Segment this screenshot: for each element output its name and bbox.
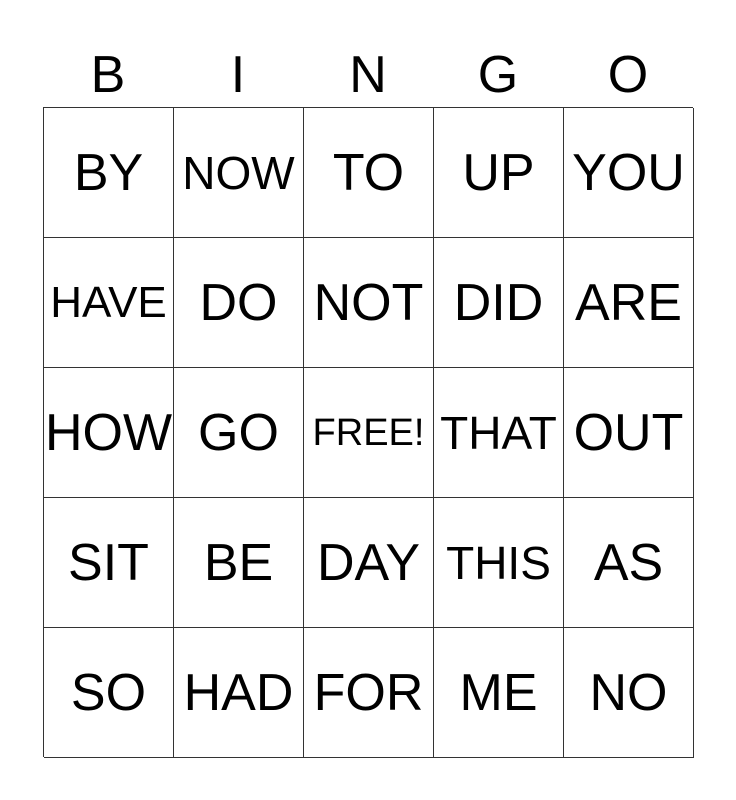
bingo-cell-r1c1[interactable]: BY (44, 108, 174, 238)
bingo-cell-r2c4[interactable]: DID (434, 238, 564, 368)
bingo-board (43, 107, 693, 757)
bingo-cell-r5c4[interactable]: ME (434, 628, 564, 758)
bingo-cell-r5c3[interactable]: FOR (304, 628, 434, 758)
bingo-cell-r4c5[interactable]: AS (564, 498, 694, 628)
bingo-cell-r4c3[interactable]: DAY (304, 498, 434, 628)
bingo-cell-r3c1[interactable]: HOW (44, 368, 174, 498)
bingo-cell-r2c5[interactable]: ARE (564, 238, 694, 368)
bingo-cell-r2c3[interactable]: NOT (304, 238, 434, 368)
bingo-cell-r1c2[interactable]: NOW (174, 108, 304, 238)
bingo-cell-r5c1[interactable]: SO (44, 628, 174, 758)
bingo-cell-r5c2[interactable]: HAD (174, 628, 304, 758)
header-letter-o: O (607, 46, 649, 104)
header-letter-b: B (90, 46, 126, 104)
header-letter-n: N (349, 46, 387, 104)
bingo-cell-r4c2[interactable]: BE (174, 498, 304, 628)
bingo-cell-r3c4[interactable]: THAT (434, 368, 564, 498)
bingo-cell-r4c1[interactable]: SIT (44, 498, 174, 628)
bingo-cell-r1c4[interactable]: UP (434, 108, 564, 238)
bingo-cell-r3c5[interactable]: OUT (564, 368, 694, 498)
bingo-cell-r1c3[interactable]: TO (304, 108, 434, 238)
bingo-cell-r3c2[interactable]: GO (174, 368, 304, 498)
header-letter-g: G (477, 46, 519, 104)
bingo-header (43, 43, 693, 107)
bingo-cell-r4c4[interactable]: THIS (434, 498, 564, 628)
bingo-cell-r2c2[interactable]: DO (174, 238, 304, 368)
bingo-cell-free[interactable]: FREE! (304, 368, 434, 498)
header-letter-i: I (230, 46, 246, 104)
bingo-cell-r1c5[interactable]: YOU (564, 108, 694, 238)
bingo-cell-r5c5[interactable]: NO (564, 628, 694, 758)
bingo-cell-r2c1[interactable]: HAVE (44, 238, 174, 368)
